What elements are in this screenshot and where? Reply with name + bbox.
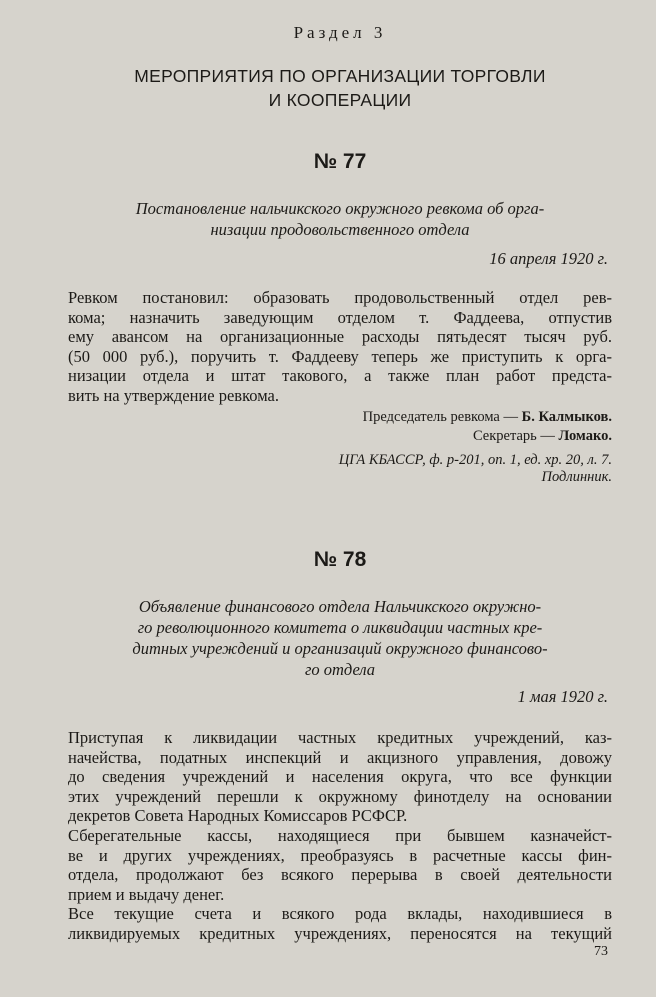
text-line: ликвидируемых кредитных учреждениях, переносятся на текущий [68,923,612,943]
doc-heading-line: низации продовольственного отдела [210,220,470,239]
doc-date: 16 апреля 1920 г. [489,249,608,268]
doc-78-heading [68,596,612,680]
text-line: Приступая к ликвидации частных кредитных учреждений, каз- [68,728,612,747]
text-line: начейства, податных инспекций и акцизного управления, довожу [68,747,612,767]
signature-name: Б. Калмыков. [521,409,612,425]
signature-line [68,408,612,427]
doc-77 [68,148,612,176]
doc-77-heading [68,198,612,240]
section-label: Раздел 3 [293,23,387,42]
doc-78-body [68,728,612,944]
paragraph [68,826,612,904]
doc-77-archive [68,452,612,486]
section-title [68,64,612,112]
text-line: ве и других учреждениях, преобразуясь в расчетные кассы фин- [68,845,612,865]
doc-number: № 78 [313,548,367,571]
text-line: прием и выдачу денег. [68,884,225,904]
text-line: (50 000 руб.), поручить т. Фаддееву теперь же приступить к орга- [68,346,612,366]
page-number: 73 [594,944,608,959]
doc-77-body [68,288,612,406]
doc-77-signatures [68,408,612,446]
doc-heading-line: Объявление финансового отдела Нальчикского окружно- [138,597,542,616]
signature-line [68,427,612,446]
signature-role: Председатель ревкома — [362,409,518,425]
paragraph [68,288,612,406]
doc-date: 1 мая 1920 г. [517,687,608,706]
doc-heading-line: го отдела [304,660,376,679]
paragraph [68,728,612,826]
doc-78-date-wrap [68,686,612,707]
text-line: до сведения учреждений и населения округа, что все функции [68,767,612,787]
text-line: кома; назначить заведующим отделом т. Фаддеева, отпустив [68,307,612,327]
doc-heading-line: Постановление нальчикского окружного ревкома об орга- [135,199,545,218]
text-line: ему авансом на организационные расходы пятьдесят тысяч руб. [68,327,612,347]
doc-heading-line: дитных учреждений и организаций окружного финансово- [132,639,548,658]
signature-name: Ломако. [558,428,612,444]
text-line: декретов Совета Народных Комиссаров РСФСР. [68,806,408,826]
doc-number: № 77 [313,150,367,173]
archive-reference: ЦГА КБАССР, ф. р-201, оп. 1, ед. хр. 20, л. 7. [338,452,612,468]
archive-note: Подлинник. [541,469,612,485]
signature-role: Секретарь — [472,428,555,444]
text-line: Все текущие счета и всякого рода вклады, находившиеся в [68,904,612,924]
section-title-line: И КООПЕРАЦИИ [268,90,412,110]
doc-heading-line: го революционного комитета о ликвидации частных кре- [137,618,543,637]
text-line: низации отдела и штат таковогo, а также план работ предста- [68,366,612,386]
doc-77-date-wrap [68,248,612,269]
text-line: Сберегательные кассы, находящиеся при бывшем казначейст- [68,825,612,845]
text-line: этих учреждений перешли к окружному финотделу на основании [68,786,612,806]
text-line: отдела, продолжают без всякого перерыва в своей деятельности [68,865,612,885]
paragraph [68,904,612,943]
section-title-line: МЕРОПРИЯТИЯ ПО ОРГАНИЗАЦИИ ТОРГОВЛИ [134,66,546,86]
doc-78 [68,546,612,574]
text-line: вить на утверждение ревкома. [68,385,279,405]
text-line: Ревком постановил: образовать продовольственный отдел рев- [68,288,612,307]
